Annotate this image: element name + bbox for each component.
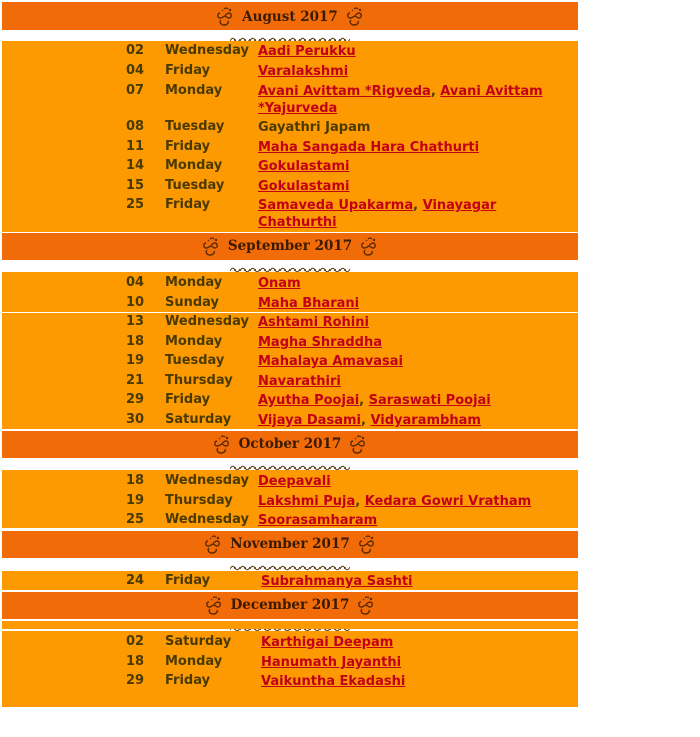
event-weekday: Friday	[165, 139, 211, 154]
event-link[interactable]: Aadi Perukku	[258, 44, 356, 59]
event-weekday: Tuesday	[165, 353, 225, 368]
om-icon	[216, 7, 234, 27]
event-day: 30	[126, 412, 145, 427]
event-weekday: Wednesday	[165, 314, 249, 329]
event-link[interactable]: Deepavali	[258, 474, 331, 489]
event-day: 02	[126, 43, 145, 58]
event-link[interactable]: Navarathiri	[258, 374, 341, 389]
event-link[interactable]: Saraswati Poojai	[368, 393, 491, 408]
om-icon	[205, 596, 223, 616]
event-weekday: Thursday	[165, 373, 233, 388]
event-link[interactable]: Varalakshmi	[258, 64, 349, 79]
event-weekday: Saturday	[165, 412, 232, 427]
event-weekday: Friday	[165, 573, 211, 588]
event-weekday: Monday	[165, 275, 223, 290]
event-link[interactable]: Ashtami Rohini	[258, 315, 369, 330]
event-weekday: Wednesday	[165, 512, 249, 527]
event-link[interactable]: Subrahmanya Sashti	[261, 574, 413, 589]
event-link[interactable]: Samaveda Upakarma	[258, 198, 414, 213]
event-day: 24	[126, 573, 145, 588]
event-weekday: Thursday	[165, 493, 233, 508]
month-header	[2, 233, 578, 260]
event-weekday: Wednesday	[165, 43, 249, 58]
month-events-block: 18 Wednesday Deepavali 19 Thursday Lakshmi Puja, Kedara Gowri Vratham 25 Wednesday Soorasamharam	[2, 470, 578, 528]
event-weekday: Monday	[165, 83, 223, 98]
month-header	[2, 592, 578, 619]
month-events-block	[2, 631, 578, 707]
event-link[interactable]: Maha Bharani	[258, 296, 360, 311]
event-weekday: Saturday	[165, 634, 232, 649]
om-icon	[202, 237, 220, 257]
event-day: 15	[126, 178, 145, 193]
event-day: 21	[126, 373, 145, 388]
month-header	[2, 531, 578, 558]
event-link[interactable]: Avani Avittam *Rigveda	[258, 84, 431, 99]
event-weekday: Friday	[165, 673, 211, 688]
event-weekday: Friday	[165, 197, 211, 212]
event-link[interactable]: Vaikuntha Ekadashi	[261, 674, 406, 689]
event-day: 04	[126, 63, 145, 78]
month-events-block: 04 Monday Onam 10 Sunday Maha Bharani 13 Wednesday Ashtami Rohini 18 Monday Magha Shraddha 19 Tuesday Mahalaya Amavasai 21 Thursday Navarathiri 29 Friday Ayutha Poojai, Saraswati Poojai 30 Saturday Vijaya Dasami, Vidyarambham	[2, 272, 578, 429]
month-header	[2, 431, 578, 458]
event-link[interactable]: Vinayagar Chathurthi	[258, 198, 497, 230]
event-day: 04	[126, 275, 145, 290]
event-link[interactable]: Ayutha Poojai	[258, 393, 360, 408]
month-title: September 2017	[227, 238, 353, 254]
event-weekday: Monday	[165, 158, 223, 173]
event-day: 25	[126, 512, 145, 527]
event-weekday: Monday	[165, 654, 223, 669]
event-day: 29	[126, 673, 145, 688]
month-title: August 2017	[242, 8, 338, 25]
event-weekday: Sunday	[165, 295, 220, 310]
event-link[interactable]: Gokulastami	[258, 179, 350, 194]
event-link[interactable]: Avani Avittam *Yajurveda	[258, 84, 543, 116]
event-link[interactable]: Vidyarambham	[370, 413, 481, 428]
om-icon	[358, 535, 376, 555]
month-events-block	[2, 621, 578, 629]
event-day: 08	[126, 119, 145, 134]
om-icon	[204, 535, 222, 555]
event-weekday: Friday	[165, 392, 211, 407]
month-events-block: 02 Wednesday Aadi Perukku 04 Friday Varalakshmi 07 Monday Avani Avittam *Rigveda, Avani Avittam *Yajurveda 08 Tuesday Gayathri Japam 11 Friday Maha Sangada Hara Chathurti 14 Monday Gokulastami 15 Tuesday Gokulastami 25 Friday Samaveda Upakarma, Vinayagar Chathurthi	[2, 41, 578, 232]
event-link[interactable]: Magha Shraddha	[258, 335, 383, 350]
event-day: 25	[126, 197, 145, 212]
event-day: 18	[126, 654, 145, 669]
event-name: Gayathri Japam	[258, 120, 371, 135]
event-link[interactable]: Gokulastami	[258, 159, 350, 174]
event-weekday: Friday	[165, 63, 211, 78]
om-icon	[349, 435, 367, 455]
event-link[interactable]: Karthigai Deepam	[261, 635, 394, 650]
event-day: 07	[126, 83, 145, 98]
month-events-block	[2, 571, 578, 590]
month-title: October 2017	[238, 436, 342, 452]
event-link[interactable]: Onam	[258, 276, 301, 291]
event-link[interactable]: Lakshmi Puja	[258, 494, 356, 509]
event-link[interactable]: Hanumath Jayanthi	[261, 655, 402, 670]
event-day: 13	[126, 314, 145, 329]
event-link[interactable]: Mahalaya Amavasai	[258, 354, 403, 369]
event-day: 11	[126, 139, 145, 154]
event-weekday: Tuesday	[165, 178, 225, 193]
event-day: 19	[126, 353, 145, 368]
event-day: 02	[126, 634, 145, 649]
month-title: November 2017	[230, 536, 350, 552]
event-weekday: Monday	[165, 334, 223, 349]
event-day: 18	[126, 334, 145, 349]
event-link[interactable]: Soorasamharam	[258, 513, 378, 528]
event-link[interactable]: Vijaya Dasami	[258, 413, 361, 428]
event-day: 18	[126, 473, 145, 488]
event-weekday: Wednesday	[165, 473, 249, 488]
event-day: 19	[126, 493, 145, 508]
event-day: 10	[126, 295, 145, 310]
om-icon	[346, 7, 364, 27]
event-link[interactable]: Kedara Gowri Vratham	[364, 494, 532, 509]
event-day: 14	[126, 158, 145, 173]
om-icon	[213, 435, 231, 455]
event-link[interactable]: Maha Sangada Hara Chathurti	[258, 140, 480, 155]
om-icon	[360, 237, 378, 257]
month-title: December 2017	[230, 597, 350, 613]
event-weekday: Tuesday	[165, 119, 225, 134]
month-header	[2, 2, 578, 30]
event-day: 29	[126, 392, 145, 407]
om-icon	[357, 596, 375, 616]
